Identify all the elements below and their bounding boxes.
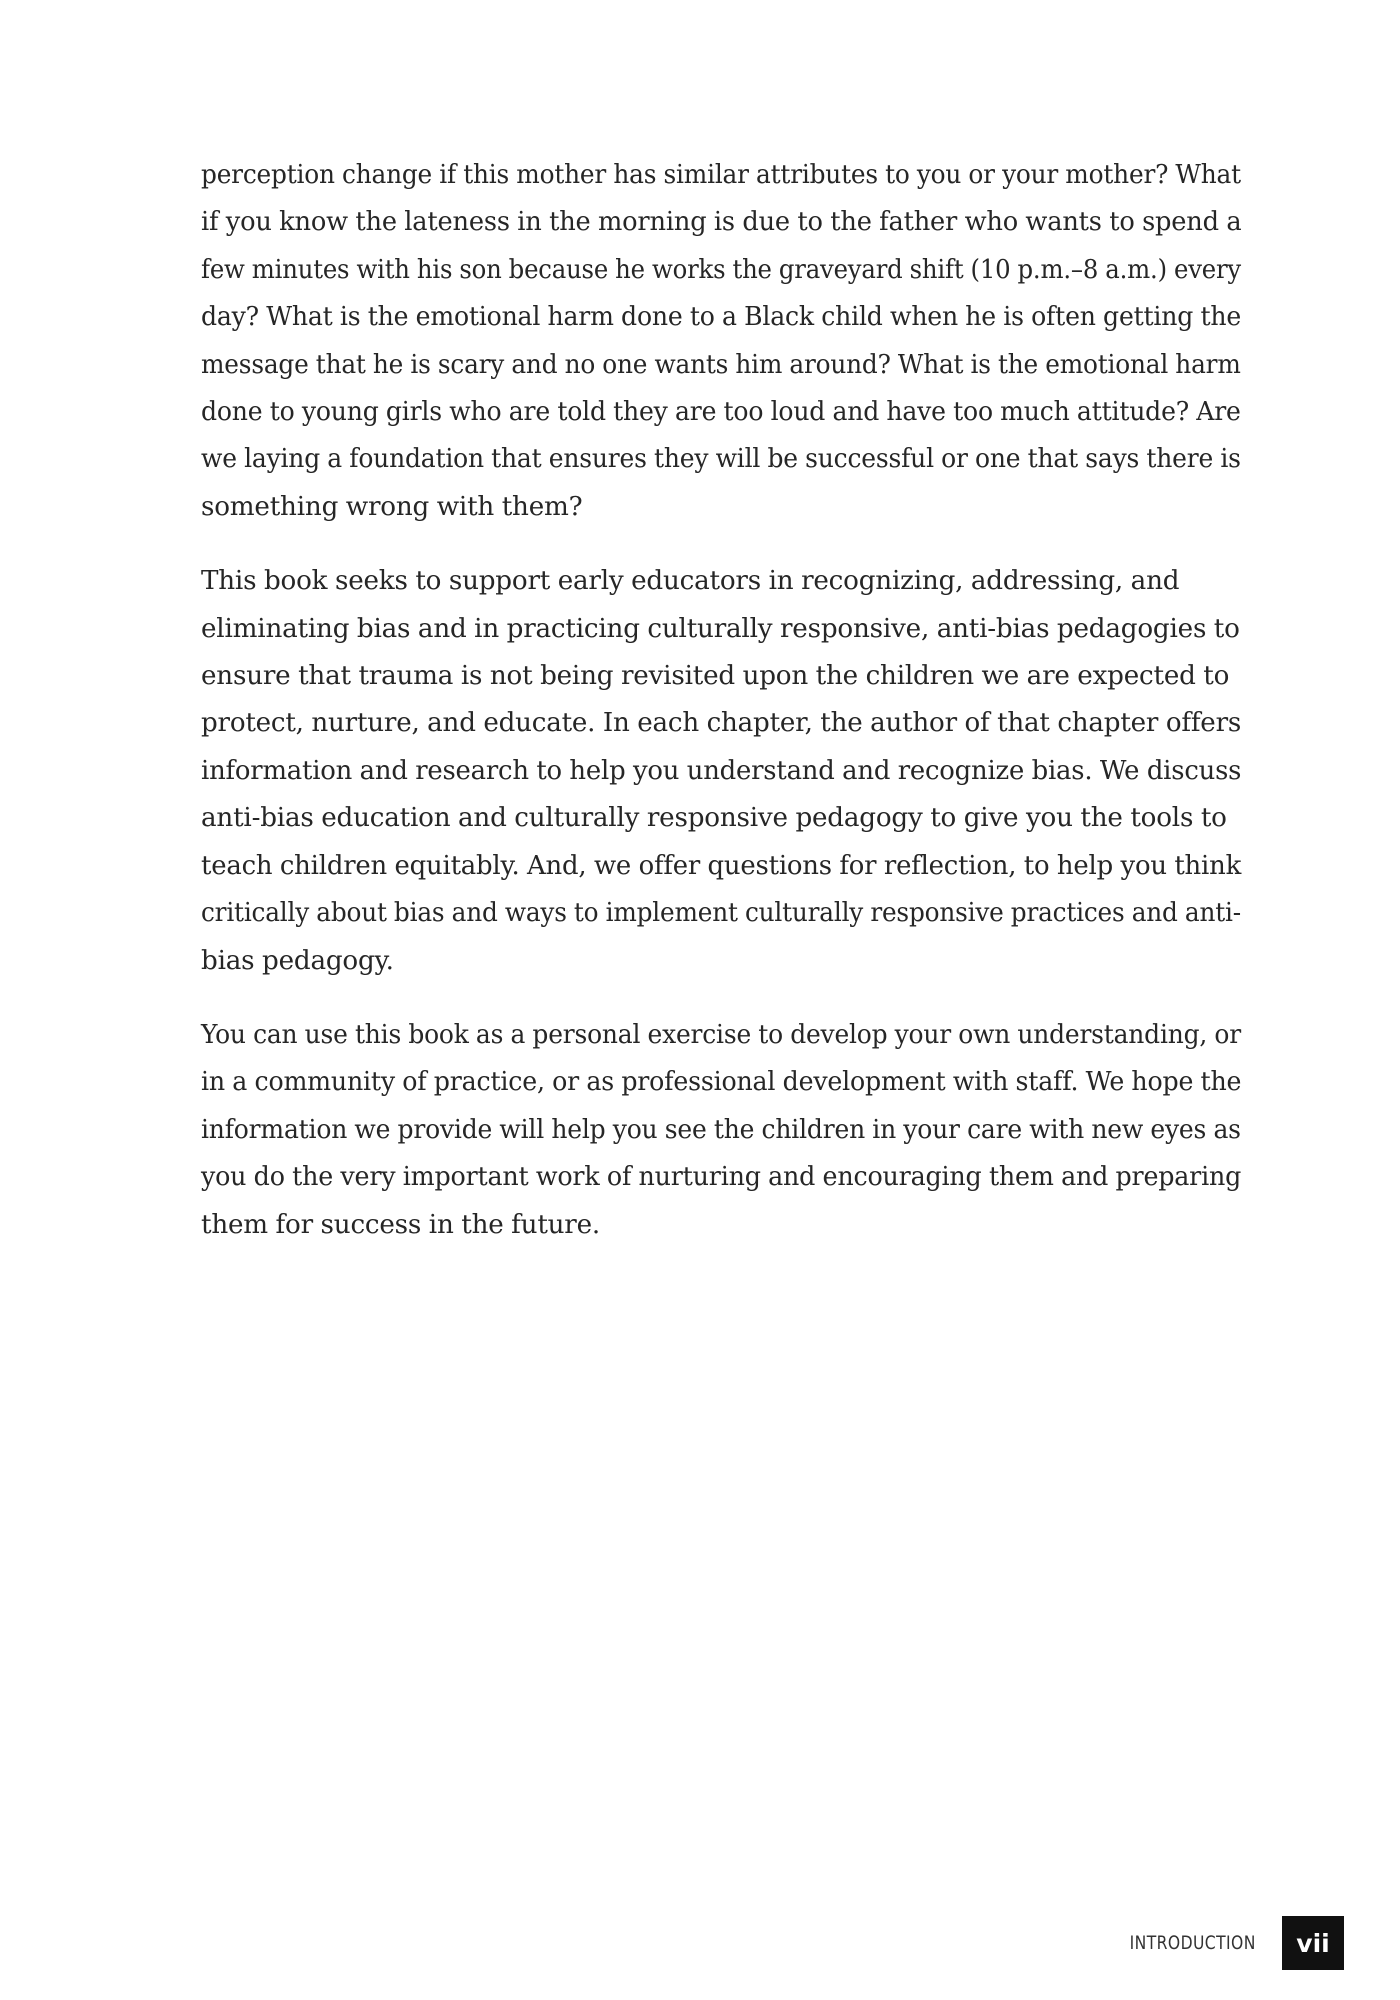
text-line: we laying a foundation that ensures they will be successful or one that says there is: [201, 444, 1241, 475]
text-line: you do the very important work of nurturing and encouraging them and preparing: [201, 1162, 1242, 1193]
paragraph-1: [201, 152, 1241, 531]
text-line: protect, nurture, and educate. In each chapter, the author of that chapter offers: [201, 708, 1242, 739]
paragraph-3: [201, 1012, 1241, 1249]
text-line: ensure that trauma is not being revisited upon the children we are expected to: [201, 661, 1230, 692]
body-text: [201, 152, 1241, 1276]
text-line: day? What is the emotional harm done to a Black child when he is often getting the: [201, 302, 1242, 333]
text-line: information and research to help you understand and recognize bias. We discuss: [201, 755, 1242, 786]
text-line: done to young girls who are told they are too loud and have too much attitude? Are: [201, 397, 1241, 428]
paragraph-2: [201, 558, 1241, 985]
text-line: bias pedagogy.: [201, 945, 394, 976]
text-line: You can use this book as a personal exercise to develop your own understanding, or: [201, 1019, 1241, 1050]
text-line: This book seeks to support early educators in recognizing, addressing, and: [201, 566, 1180, 597]
text-line: few minutes with his son because he works the graveyard shift (10 p.m.–8 a.m.) every: [201, 254, 1242, 285]
text-line: message that he is scary and no one wants him around? What is the emotional harm: [201, 349, 1241, 380]
text-line: eliminating bias and in practicing culturally responsive, anti-bias pedagogies to: [201, 613, 1240, 644]
text-line: them for success in the future.: [201, 1209, 601, 1240]
page-number: vii: [1282, 1916, 1344, 1970]
page-footer: [1102, 1916, 1344, 1970]
text-line: teach children equitably. And, we offer questions for reflection, to help you think: [201, 850, 1242, 881]
text-line: anti-bias education and culturally responsive pedagogy to give you the tools to: [201, 803, 1227, 834]
text-line: critically about bias and ways to implement culturally responsive practices and anti-: [201, 898, 1241, 929]
running-head: INTRODUCTION: [1129, 1932, 1256, 1954]
text-line: something wrong with them?: [201, 491, 583, 522]
text-line: perception change if this mother has similar attributes to you or your mother? What: [201, 160, 1241, 190]
text-line: in a community of practice, or as professional development with staff. We hope the: [201, 1067, 1242, 1098]
text-line: if you know the lateness in the morning is due to the father who wants to spend a: [201, 207, 1242, 238]
text-line: information we provide will help you see the children in your care with new eyes as: [201, 1114, 1241, 1145]
